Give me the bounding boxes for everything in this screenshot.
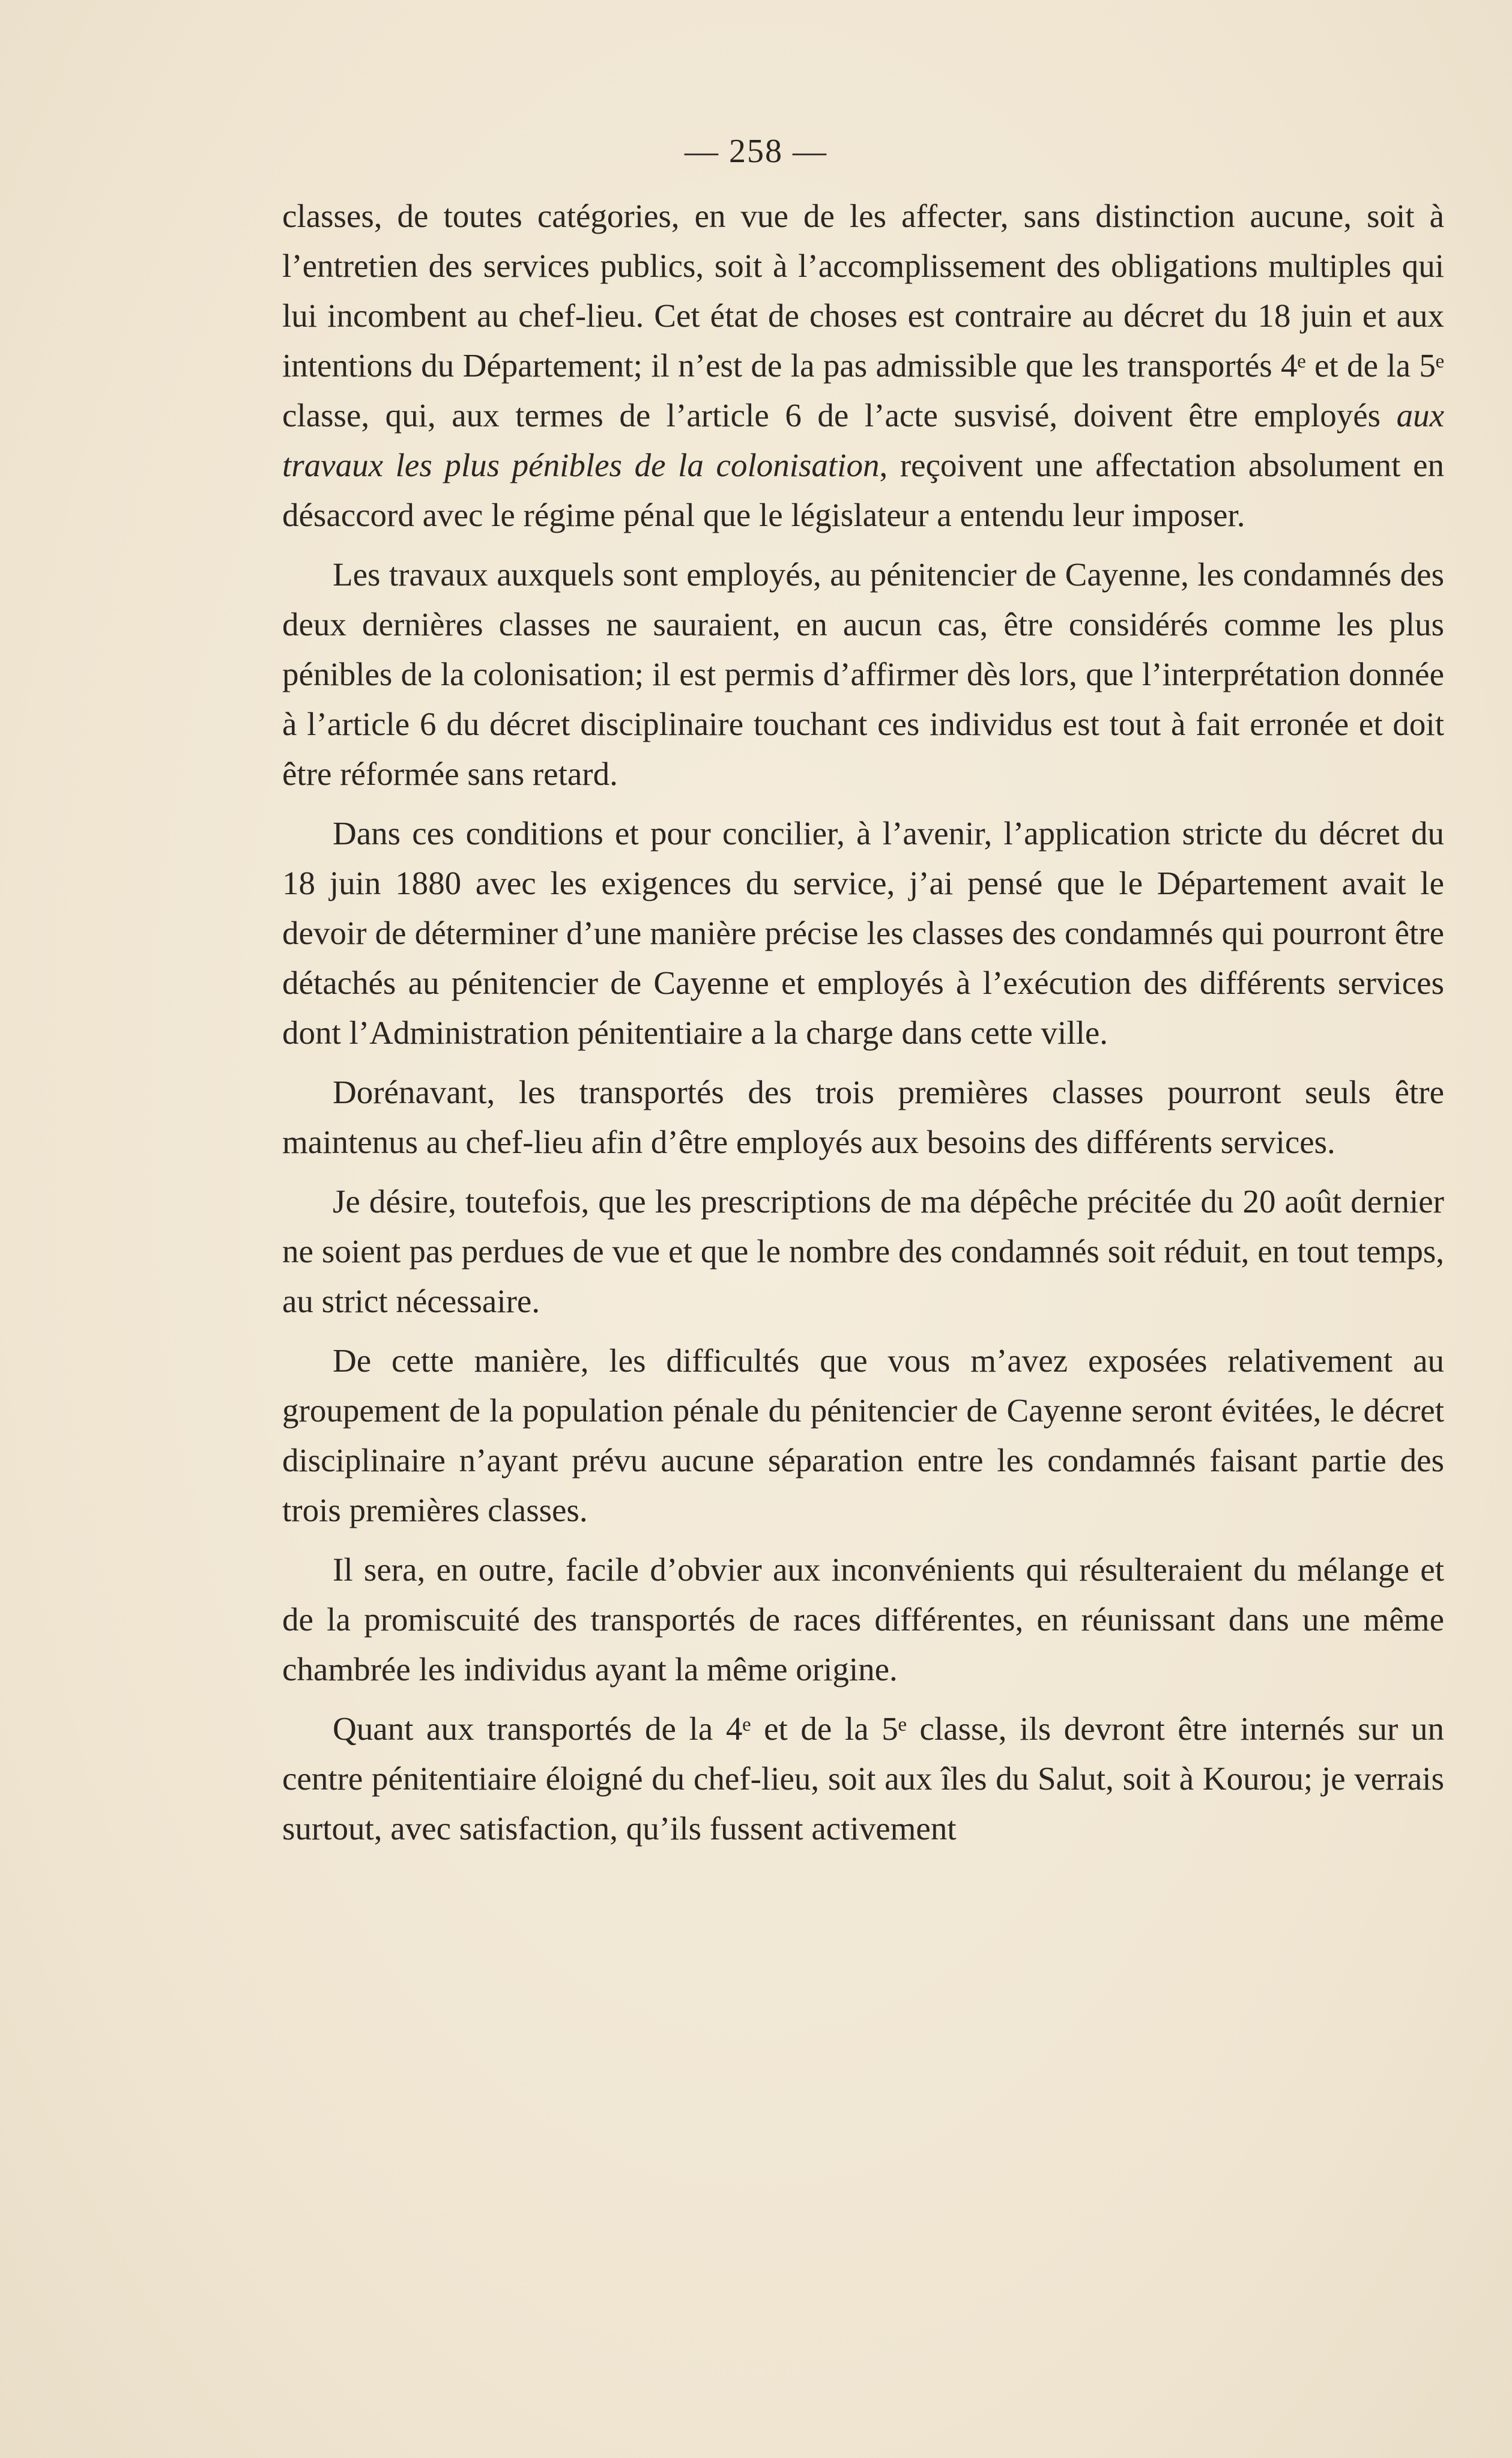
text-run: Je désire, toutefois, que les prescriptions de ma dépêche précitée du 20 août dernier ne soient pas perdues de vue et que le nombre des condamnés soit réduit, en tout temps, au strict nécessaire. [282, 1183, 1444, 1319]
paragraph [282, 1704, 1444, 1853]
text-run: classes, de toutes catégories, en vue de les affecter, sans distinction aucune, soit à l’entretien des services publics, soit à l’accomplissement des obligations multiples qui lui incombent au chef-lieu. Cet état de choses est contraire au décret du 18 juin et aux intentions du Département; il n’est de la pas admissible que les transportés 4ᵉ et de la 5ᵉ classe, qui, aux termes de l’article 6 de l’acte susvisé, doivent être employés [282, 198, 1444, 434]
paragraph [282, 191, 1444, 540]
page-number: — 258 — [685, 133, 827, 170]
text-run: De cette manière, les difficultés que vous m’avez exposées relativement au groupement de la population pénale du pénitencier de Cayenne seront évitées, le décret disciplinaire n’ayant prévu aucune séparation entre les condamnés faisant partie des trois premières classes. [282, 1342, 1444, 1528]
body-text [282, 191, 1444, 1863]
text-run: Dans ces conditions et pour concilier, à l’avenir, l’application stricte du décret du 18 juin 1880 avec les exigences du service, j’ai pensé que le Département avait le devoir de déterminer d’une manière précise les classes des condamnés qui pourront être détachés au pénitencier de Cayenne et employés à l’exécution des différents services dont l’Administration pénitentiaire a la charge dans cette ville. [282, 815, 1444, 1051]
paragraph [282, 808, 1444, 1058]
text-run: Il sera, en outre, facile d’obvier aux inconvénients qui résulteraient du mélange et de la promiscuité des transportés de races différentes, en réunissant dans une même chambrée les individus ayant la même origine. [282, 1551, 1444, 1688]
text-run: Quant aux transportés de la 4ᵉ et de la 5ᵉ classe, ils devront être internés sur un centre pénitentiaire éloigné du chef-lieu, soit aux îles du Salut, soit à Kourou; je verrais surtout, avec satisfaction, qu’ils fussent activement [282, 1710, 1444, 1847]
text-run: Dorénavant, les transportés des trois premières classes pourront seuls être maintenus au chef-lieu afin d’être employés aux besoins des différents services. [282, 1074, 1444, 1160]
paragraph [282, 1067, 1444, 1167]
italic-text-run: aux travaux les plus pénibles de la colonisation [282, 397, 1444, 483]
paragraph [282, 1336, 1444, 1535]
text-run: , reçoivent une affectation absolument en désaccord avec le régime pénal que le législateur a entendu leur imposer. [282, 447, 1444, 533]
text-run: Les travaux auxquels sont employés, au pénitencier de Cayenne, les condamnés des deux dernières classes ne sauraient, en aucun cas, être considérés comme les plus pénibles de la colonisation; il est permis d’affirmer dès lors, que l’interprétation donnée à l’article 6 du décret disciplinaire touchant ces individus est tout à fait erronée et doit être réformée sans retard. [282, 556, 1444, 792]
paragraph [282, 1545, 1444, 1694]
paragraph [282, 549, 1444, 799]
paragraph [282, 1176, 1444, 1326]
